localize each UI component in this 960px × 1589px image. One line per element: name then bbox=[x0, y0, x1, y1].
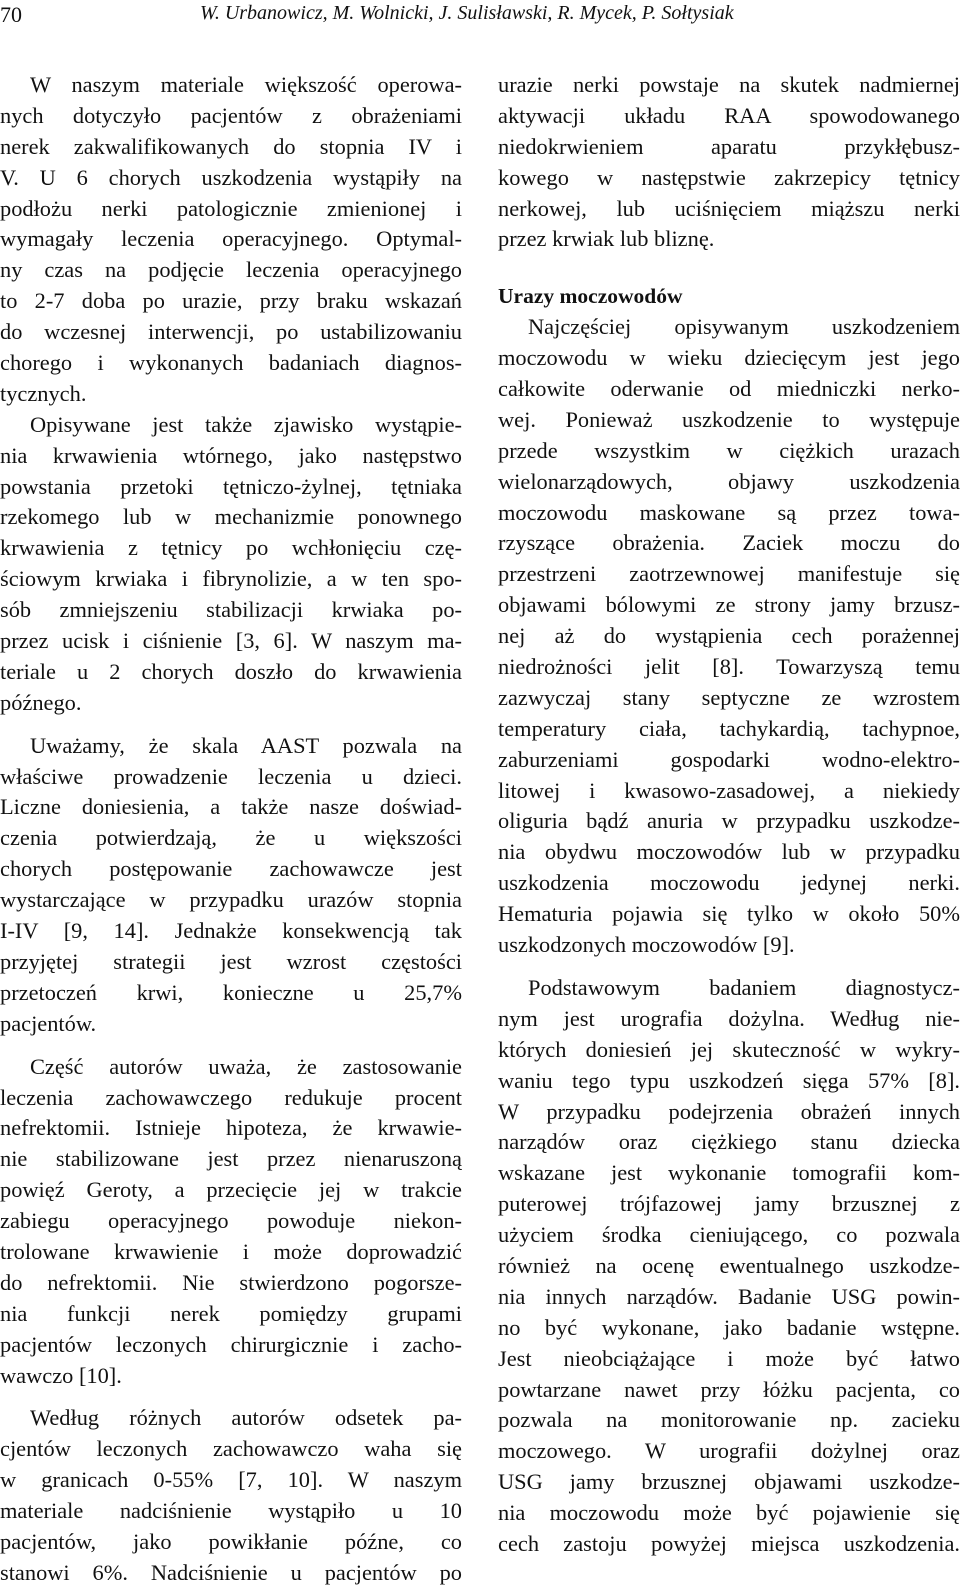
right-column-text-line: waniu tego typu uszkodzeń sięga 57% [8]. bbox=[498, 1067, 960, 1093]
right-column-text-line: przez krwiak lub bliznę. bbox=[498, 226, 715, 252]
left-column-text-line: czenia potwierdzają, że u większości bbox=[0, 825, 462, 851]
left-column-text-line: do wczesnej interwencji, po ustabilizowaniu bbox=[0, 319, 462, 345]
page-number: 70 bbox=[0, 2, 22, 27]
left-column-text-line: nia funkcji nerek pomiędzy grupami bbox=[0, 1300, 462, 1326]
right-column-text-line: nia obydwu moczowodów lub w przypadku bbox=[498, 839, 960, 865]
left-column-text-line: teriale u 2 chorych doszło do krwawienia bbox=[0, 658, 462, 684]
right-column-text-line: zaburzeniami gospodarki wodno-elektro- bbox=[498, 746, 960, 772]
left-column-text-line: późnego. bbox=[0, 689, 82, 715]
left-column-text-line: powięź Geroty, a przecięcie jej w trakcie bbox=[0, 1177, 462, 1203]
left-column-text-line: Liczne doniesienia, a także nasze doświad- bbox=[0, 794, 462, 820]
right-column-text-line: moczowodu maskowane są przez towa- bbox=[498, 499, 960, 525]
left-column-text-line: V. U 6 chorych uszkodzenia wystąpiły na bbox=[0, 164, 462, 190]
left-column-text-line: krwawienia z tętnicy po wchłonięciu czę- bbox=[0, 535, 462, 561]
left-column-text-line: ny czas na podjęcie leczenia operacyjnego bbox=[0, 257, 462, 283]
right-column-text-line: Jest nieobciążające i może być łatwo bbox=[498, 1345, 960, 1371]
left-column-text-line: pacjentów. bbox=[0, 1010, 97, 1036]
left-column-text-line: trolowane krwawienie i może doprowadzić bbox=[0, 1238, 462, 1264]
right-column-text-line: również na ocenę ewentualnego uszkodze- bbox=[498, 1252, 960, 1278]
left-column-text-line: cjentów leczonych zachowawczo waha się bbox=[0, 1436, 462, 1462]
right-column-text-line: temperatury ciała, tachykardią, tachypnoe, bbox=[498, 715, 960, 741]
right-column-text-line: W przypadku podejrzenia obrażeń innych bbox=[498, 1098, 960, 1124]
left-column-text-line: do nefrektomii. Nie stwierdzono pogorsze- bbox=[0, 1269, 462, 1295]
right-column-text-line: przede wszystkim w ciężkich urazach bbox=[498, 437, 960, 463]
right-column-text-line: nej aż do wystąpienia cech porażennej bbox=[498, 623, 960, 649]
left-column-text-line: przyjętej strategii jest wzrost częstości bbox=[0, 948, 462, 974]
left-column-text-line: wymagały leczenia operacyjnego. Optymal- bbox=[0, 226, 462, 252]
left-column-text-line: I-IV [9, 14]. Jednakże konsekwencją tak bbox=[0, 918, 462, 944]
left-column-text-line: sób zmniejszeniu stabilizacji krwiaka po- bbox=[0, 597, 462, 623]
left-column-text-line: zabiegu operacyjnego powoduje niekon- bbox=[0, 1208, 462, 1234]
right-column-text-line: całkowite oderwanie od miedniczki nerko- bbox=[498, 376, 960, 402]
left-column-text-line: podłożu nerki patologicznie zmienionej i bbox=[0, 195, 462, 221]
right-column-text-line: cech zastoju powyżej miejsca uszkodzenia. bbox=[498, 1530, 960, 1556]
right-column-text-line: pozwala na monitorowanie np. zacieku bbox=[498, 1407, 960, 1433]
left-column-text-line: ściowym krwiaka i fibrynolizie, a w ten spo- bbox=[0, 566, 462, 592]
left-text-column bbox=[0, 70, 462, 1589]
right-column-text-line: puterowej trójfazowej jamy brzusznej z bbox=[498, 1191, 960, 1217]
right-column-text-line: zazwyczaj stany septyczne ze wzrostem bbox=[498, 684, 960, 710]
left-column-text-line: nia krwawienia wtórnego, jako następstwo bbox=[0, 442, 462, 468]
left-column-text-line: Część autorów uważa, że zastosowanie bbox=[30, 1053, 462, 1079]
left-column-text-line: rzekomego lub w mechanizmie ponownego bbox=[0, 504, 462, 530]
left-column-text-line: nefrektomii. Istnieje hipoteza, że krwawie- bbox=[0, 1115, 462, 1141]
right-column-text-line: nia moczowodu może być pojawienie się bbox=[498, 1500, 960, 1526]
right-column-text-line: aktywacji układu RAA spowodowanego bbox=[498, 102, 960, 128]
right-column-text-line: wej. Ponieważ uszkodzenie to występuje bbox=[498, 406, 960, 432]
left-column-text-line: wawczo [10]. bbox=[0, 1362, 122, 1388]
right-column-text-line: niedrożności jelit [8]. Towarzyszą temu bbox=[498, 654, 960, 680]
left-column-text-line: w granicach 0-55% [7, 10]. W naszym bbox=[0, 1467, 462, 1493]
right-column-text-line: uszkodzenia moczowodu jedynej nerki. bbox=[498, 870, 960, 896]
left-column-text-line: pacjentów, jako powikłanie późne, co bbox=[0, 1528, 462, 1554]
right-column-text-line: nerkowej, lub uciśnięciem miąższu nerki bbox=[498, 195, 960, 221]
right-column-text-line: USG jamy brzusznej objawami uszkodze- bbox=[498, 1469, 960, 1495]
page-header bbox=[0, 0, 960, 44]
right-column-text-line: kowego w następstwie zakrzepicy tętnicy bbox=[498, 164, 960, 190]
right-column-text-line: nia innych narządów. Badanie USG powin- bbox=[498, 1283, 960, 1309]
left-column-text-line: stanowi 6%. Nadciśnienie u pacjentów po bbox=[0, 1559, 462, 1585]
left-column-text-line: chorych postępowanie zachowawcze jest bbox=[0, 856, 462, 882]
left-column-text-line: Opisywane jest także zjawisko wystąpie- bbox=[30, 411, 462, 437]
right-column-text-line: uszkodzonych moczowodów [9]. bbox=[498, 932, 795, 958]
left-column-text-line: to 2-7 doba po urazie, przy braku wskazań bbox=[0, 288, 462, 314]
right-column-text-line: wielonarządowych, objawy uszkodzenia bbox=[498, 468, 960, 494]
right-column-text-line: nym jest urografia dożylna. Według nie- bbox=[498, 1005, 960, 1031]
left-column-text-line: Uważamy, że skala AAST pozwala na bbox=[30, 732, 462, 758]
left-column-text-line: przez ucisk i ciśnienie [3, 6]. W naszym ma- bbox=[0, 628, 462, 654]
right-column-text-line: no być wykonane, jako badanie wstępne. bbox=[498, 1314, 960, 1340]
left-column-text-line: pacjentów leczonych chirurgicznie i zacho- bbox=[0, 1331, 462, 1357]
right-column-text-line: Najczęściej opisywanym uszkodzeniem bbox=[528, 314, 960, 340]
left-column-text-line: nerek zakwalifikowanych do stopnia IV i bbox=[0, 133, 462, 159]
left-column-text-line: wystarczające w przypadku urazów stopnia bbox=[0, 887, 462, 913]
right-column-text-line: powtarzane nawet przy łóżku pacjenta, co bbox=[498, 1376, 960, 1402]
left-column-text-line: chorego i wykonanych badaniach diagnos- bbox=[0, 350, 462, 376]
right-column-text-line: objawami bólowymi ze strony jamy brzusz- bbox=[498, 592, 960, 618]
left-column-text-line: przetoczeń krwi, konieczne u 25,7% bbox=[0, 979, 462, 1005]
right-column-text-line: Hematuria pojawia się tylko w około 50% bbox=[498, 901, 960, 927]
left-column-text-line: nych dotyczyło pacjentów z obrażeniami bbox=[0, 102, 462, 128]
right-column-text-line: litowej i kwasowo-zasadowej, a niekiedy bbox=[498, 777, 960, 803]
right-column-text-line: urazie nerki powstaje na skutek nadmiernej bbox=[498, 72, 960, 97]
left-column-text-line: właściwe prowadzenie leczenia u dzieci. bbox=[0, 763, 462, 789]
right-column-text-line: moczowodu w wieku dziecięcym jest jego bbox=[498, 345, 960, 371]
right-column-text-line: użyciem środka cieniującego, co pozwala bbox=[498, 1222, 960, 1248]
right-column-text-line: wskazane jest wykonanie tomografii kom- bbox=[498, 1160, 960, 1186]
left-column-text-line: tycznych. bbox=[0, 380, 87, 406]
right-column-text-line: oliguria bądź anuria w przypadku uszkodze- bbox=[498, 808, 960, 834]
right-column-text-line: niedokrwieniem aparatu przykłębusz- bbox=[498, 133, 960, 159]
left-column-text-line: materiale nadciśnienie wystąpiło u 10 bbox=[0, 1498, 462, 1524]
right-text-column bbox=[498, 70, 960, 1560]
left-column-text-line: Według różnych autorów odsetek pa- bbox=[30, 1405, 462, 1431]
left-column-text-line: powstania przetoki tętniczo-żylnej, tętniaka bbox=[0, 473, 462, 499]
running-head-authors: W. Urbanowicz, M. Wolnicki, J. Sulisławski, R. Mycek, P. Sołtysiak bbox=[200, 2, 734, 24]
right-column-text-line: rzyszące obrażenia. Zaciek moczu do bbox=[498, 530, 960, 556]
right-column-text-line: których doniesień jej skuteczność w wykry- bbox=[498, 1036, 960, 1062]
right-column-text-line: moczowego. W urografii dożylnej oraz bbox=[498, 1438, 960, 1464]
right-column-text-line: przestrzeni zaotrzewnowej manifestuje się bbox=[498, 561, 960, 587]
left-column-text-line: nie stabilizowane jest przez nienaruszoną bbox=[0, 1146, 462, 1172]
left-column-text-line: W naszym materiale większość operowa- bbox=[30, 72, 462, 97]
section-heading: Urazy moczowodów bbox=[498, 284, 683, 309]
right-column-text-line: Podstawowym badaniem diagnostycz- bbox=[528, 974, 960, 1000]
left-column-text-line: leczenia zachowawczego redukuje procent bbox=[0, 1084, 462, 1110]
right-column-text-line: narządów oraz ciężkiego stanu dziecka bbox=[498, 1129, 960, 1155]
